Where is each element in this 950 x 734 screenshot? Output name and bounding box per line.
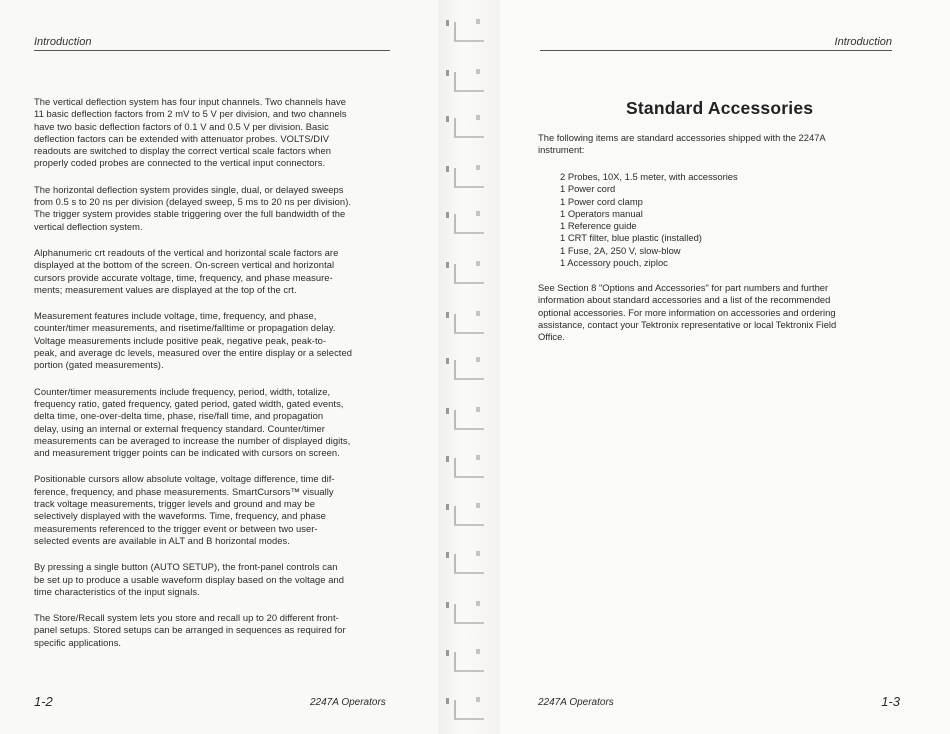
paragraph-measurement-features: Measurement features include voltage, time, frequency, and phase, counter/timer measurements, and risetime/falltime or propagation delay. Voltage measurements include positive peak, negative peak, peak-to- peak, and average dc levels, measured over the entire display or a selected portion (gated measurements). (34, 310, 352, 371)
list-item: 2 Probes, 10X, 1.5 meter, with accessories (560, 171, 738, 182)
left-body-text (34, 96, 392, 663)
paragraph-vertical-deflection: The vertical deflection system has four input channels. Two channels have 11 basic deflection factors from 2 mV to 5 V per division, and two channels have two basic deflection factors of 0.1 V and 0.5 V per division. Basic deflection factors can be extended with attenuator probes. VOLTS/DIV readouts are switched to display the correct vertical scale factors when properly coded probes are connected to the vertical input connectors. (34, 96, 347, 169)
right-header-rule (540, 50, 892, 51)
binding-ring (446, 314, 482, 336)
binding-ring (446, 360, 482, 382)
binding-ring (446, 118, 482, 140)
right-page (500, 0, 950, 734)
binding-ring (446, 554, 482, 576)
list-item: 1 Accessory pouch, ziploc (560, 257, 668, 269)
binding-ring (446, 72, 482, 94)
binding-ring (446, 700, 482, 722)
binding-ring (446, 652, 482, 674)
list-item: 1 Power cord clamp (560, 195, 643, 207)
accessories-intro: The following items are standard accessories shipped with the 2247A instrument: (538, 132, 826, 156)
binding-ring (446, 168, 482, 190)
right-footer-manual-name: 2247A Operators (538, 697, 614, 708)
see-section-paragraph: See Section 8 "Options and Accessories" for part numbers and further information about standard accessories and a list of the recommended optional accessories. For more information on accessories and ordering assistance, contact your Tektronix representative or local Tektronix Field Office. (538, 282, 837, 343)
list-item: 1 Operators manual (560, 207, 643, 219)
binding-ring (446, 22, 482, 44)
list-item: 1 Power cord (560, 183, 616, 195)
binding-ring (446, 604, 482, 626)
list-item: 1 Reference guide (560, 220, 637, 232)
binding-ring (446, 264, 482, 286)
binding-ring (446, 214, 482, 236)
binding-ring (446, 410, 482, 432)
paragraph-store-recall: The Store/Recall system lets you store and recall up to 20 different front- panel setups. Stored setups can be arranged in sequences as required for specific applications. (34, 612, 346, 648)
list-item: 1 Fuse, 2A, 250 V, slow-blow (560, 244, 681, 256)
left-running-head: Introduction (34, 36, 92, 48)
left-footer-manual-name: 2247A Operators (310, 697, 386, 708)
paragraph-cursors: Positionable cursors allow absolute voltage, voltage difference, time dif- ference, frequency, and phase measurements. SmartCursors™ visually track voltage measurements, trigger levels and ground and may be selectively displayed with the waveforms. Time, frequency, and phase measurements referenced to the trigger event or between two user- selected events are available in ALT and B horizontal modes. (34, 473, 335, 546)
accessories-list (560, 171, 738, 269)
binding-ring (446, 506, 482, 528)
paragraph-auto-setup: By pressing a single button (AUTO SETUP), the front-panel controls can be set up to produce a usable waveform display based on the voltage and time characteristics of the input signals. (34, 561, 345, 597)
paragraph-crt-readouts: Alphanumeric crt readouts of the vertical and horizontal scale factors are displayed at the bottom of the screen. On-screen vertical and horizontal cursors provide accurate voltage, time, frequency, and phase measure- ments; measurement values are displayed at the top of the crt. (34, 246, 339, 295)
paragraph-counter-timer: Counter/timer measurements include frequency, period, width, totalize, frequency ratio, gated frequency, gated period, gated width, gated events, delta time, one-over-delta time, phase, rise/fall time, and propagation delay, using an internal or external frequency standard. Counter/timer measurements can be averaged to increase the number of displayed digits, and measurement trigger points can be indicated with cursors on screen. (34, 385, 351, 459)
left-header-rule (34, 50, 390, 51)
left-page (0, 0, 438, 734)
section-title: Standard Accessories (626, 98, 814, 118)
paragraph-horizontal-deflection: The horizontal deflection system provides single, dual, or delayed sweeps from 0.5 s to 20 ns per division (delayed sweep, 5 ms to 20 ns per division). The trigger system provides stable triggering over the full bandwidth of the vertical deflection system. (34, 183, 352, 232)
right-running-head: Introduction (834, 36, 892, 48)
list-item: 1 CRT filter, blue plastic (installed) (560, 232, 702, 244)
left-page-number: 1-2 (34, 694, 53, 709)
right-page-number: 1-3 (881, 694, 900, 709)
binding-ring (446, 458, 482, 480)
